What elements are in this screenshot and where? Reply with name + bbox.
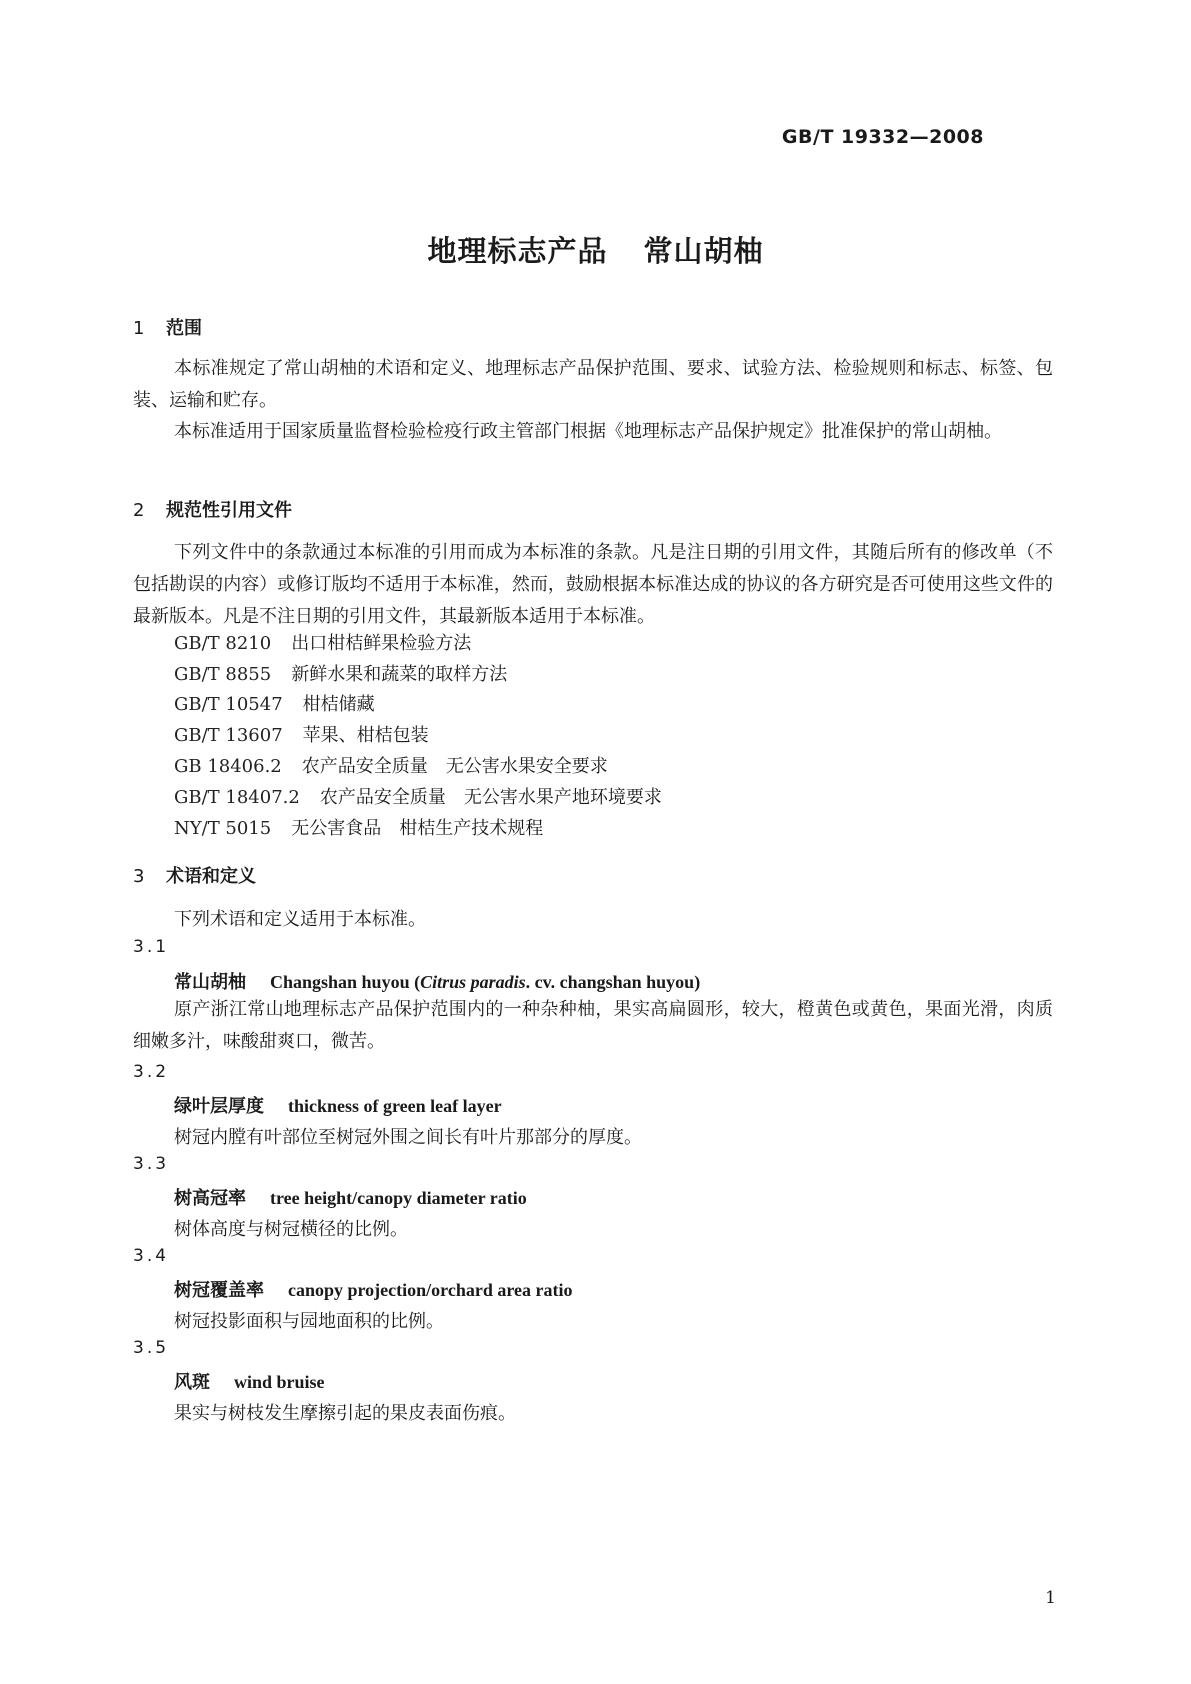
term-number: 3.5 — [133, 1338, 170, 1358]
reference-code: GB/T 18407.2 — [174, 787, 300, 808]
reference-item — [174, 817, 543, 841]
document-title — [0, 229, 1191, 270]
term-definition: 果实与树枝发生摩擦引起的果皮表面伤痕。 — [174, 1403, 516, 1424]
term-definition: 树冠内膛有叶部位至树冠外围之间长有叶片那部分的厚度。 — [174, 1127, 642, 1148]
reference-title: 农产品安全质量 无公害水果安全要求 — [301, 756, 608, 777]
reference-item — [174, 724, 429, 748]
term-english: wind bruise — [234, 1372, 325, 1392]
section-number: 1 — [133, 318, 145, 339]
term-number: 3.4 — [133, 1246, 170, 1266]
term-chinese: 绿叶层厚度 — [174, 1096, 264, 1117]
term-number: 3.3 — [133, 1154, 170, 1174]
section-title: 术语和定义 — [166, 866, 256, 887]
reference-title: 苹果、柑桔包装 — [302, 725, 429, 746]
term-number: 3.1 — [133, 937, 170, 957]
reference-code: GB/T 10547 — [174, 694, 283, 715]
section-heading-2 — [133, 496, 292, 522]
reference-code: GB/T 8855 — [174, 664, 272, 685]
section-number: 3 — [133, 866, 145, 887]
title-part-1: 地理标志产品 — [427, 234, 608, 268]
term-heading — [174, 1092, 502, 1118]
section-number: 2 — [133, 500, 145, 521]
standard-code: GB/T 19332—2008 — [781, 126, 984, 148]
reference-title: 出口柑桔鲜果检验方法 — [291, 633, 472, 654]
page-number: 1 — [1045, 1588, 1056, 1608]
reference-item — [174, 786, 662, 810]
term-number: 3.2 — [133, 1062, 170, 1082]
term-english: thickness of green leaf layer — [288, 1096, 502, 1116]
term-english: tree height/canopy diameter ratio — [270, 1188, 527, 1208]
scope-paragraph-2: 本标准适用于国家质量监督检验检疫行政主管部门根据《地理标志产品保护规定》批准保护的常山胡柚。 — [174, 421, 1002, 442]
term-chinese: 风斑 — [174, 1372, 210, 1393]
section-title: 规范性引用文件 — [166, 500, 292, 521]
reference-item — [174, 693, 375, 717]
reference-item — [174, 755, 608, 779]
term-english: Changshan huyou (Citrus paradis. cv. changshan huyou) — [270, 972, 701, 992]
term-definition: 原产浙江常山地理标志产品保护范围内的一种杂种柚，果实高扁圆形，较大，橙黄色或黄色，果面光滑，肉质细嫩多汁，味酸甜爽口，微苦。 — [133, 999, 1053, 1052]
term-english: canopy projection/orchard area ratio — [288, 1280, 573, 1300]
reference-code: GB/T 13607 — [174, 725, 283, 746]
reference-item — [174, 632, 471, 656]
term-heading — [174, 1368, 325, 1394]
section-heading-3 — [133, 862, 256, 888]
term-chinese: 树高冠率 — [174, 1188, 246, 1209]
reference-title: 柑桔储藏 — [302, 694, 375, 715]
reference-item — [174, 663, 507, 687]
term-heading — [174, 1276, 572, 1302]
section-heading-1 — [133, 314, 202, 340]
term-chinese: 树冠覆盖率 — [174, 1280, 264, 1301]
reference-title: 农产品安全质量 无公害水果产地环境要求 — [319, 787, 662, 808]
scope-paragraph-1: 本标准规定了常山胡柚的术语和定义、地理标志产品保护范围、要求、试验方法、检验规则和标志、标签、包装、运输和贮存。 — [133, 358, 1053, 411]
reference-code: NY/T 5015 — [174, 818, 272, 839]
reference-title: 新鲜水果和蔬菜的取样方法 — [291, 664, 508, 685]
term-heading — [174, 1184, 527, 1210]
term-definition: 树体高度与树冠横径的比例。 — [174, 1219, 408, 1240]
references-intro-paragraph: 下列文件中的条款通过本标准的引用而成为本标准的条款。凡是注日期的引用文件，其随后所有的修改单（不包括勘误的内容）或修订版均不适用于本标准，然而，鼓励根据本标准达成的协议的各方研究是否可使用这些文件的最新版本。凡是不注日期的引用文件，其最新版本适用于本标准。 — [133, 542, 1053, 627]
reference-title: 无公害食品 柑桔生产技术规程 — [291, 818, 544, 839]
term-heading — [174, 968, 700, 994]
term-definition: 树冠投影面积与园地面积的比例。 — [174, 1311, 444, 1332]
reference-code: GB 18406.2 — [174, 756, 282, 777]
terms-intro: 下列术语和定义适用于本标准。 — [174, 909, 426, 930]
term-chinese: 常山胡柚 — [174, 972, 246, 993]
title-part-2: 常山胡柚 — [643, 234, 764, 268]
reference-code: GB/T 8210 — [174, 633, 272, 654]
section-title: 范围 — [166, 318, 202, 339]
